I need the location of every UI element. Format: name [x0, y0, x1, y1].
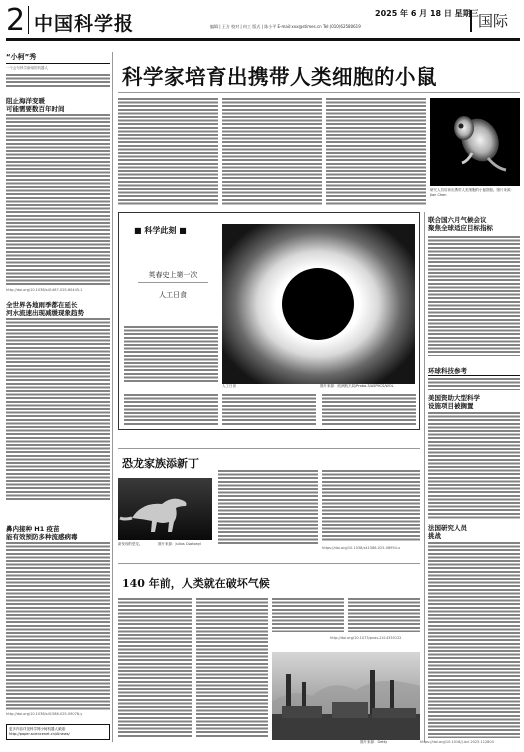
eclipse-text-col-3 [322, 394, 416, 426]
dino-caption-right: 图片来源：Julius Csotonyi [158, 542, 202, 546]
eclipse-caption-left: 人工日食 [222, 384, 236, 388]
main-headline: 科学家培育出携带人类细胞的小鼠 [122, 65, 437, 89]
dino-text-col-1 [218, 470, 318, 544]
climate-text-col-2 [196, 598, 268, 738]
left-column-headline-2: 全世界各地雨季都在延长 河水流速出现减缓现象趋势 [6, 301, 84, 317]
climate-headline: 140 年前，人类就在破坏气候 [122, 577, 270, 590]
left-column-text [6, 74, 110, 88]
main-story-text-col-1 [118, 98, 218, 206]
dino-url[interactable]: https://doi.org/10.1038/s41586-025-08994-x [322, 546, 401, 550]
global-tech-reference-box-title: 环球科技参考 [428, 366, 520, 376]
eclipse-subhead-line-2: 人工日食 [159, 291, 187, 299]
right-column-article-3-text [428, 542, 520, 738]
right-column-article-1-text [428, 236, 520, 356]
mouse-photo-caption: 研究人员培育出携带人类细胞的小鼠胚胎。图片来源：Jian Chen [430, 188, 514, 197]
right-column-rule [424, 212, 425, 742]
xiaoke-box-subtitle: 一个会写科学新闻的机器人 [6, 66, 48, 70]
climate-url-2[interactable]: https://doi.org/10.1016/j.isci.2025.112804 [420, 740, 494, 744]
eclipse-intro-text [124, 326, 218, 382]
right-column-headline-1: 联合国六月气候会议 聚焦全球适应目标指标 [428, 216, 493, 232]
left-column-article-3-text [6, 542, 110, 710]
dinosaur-photo [118, 478, 212, 540]
masthead-divider [28, 6, 29, 34]
editor-contact-line: 编辑 | 王方 校对 | 何工 版式 | 陈小平 E-mail:xxx@stimes.cn Tel:(010)62580619 [210, 24, 361, 29]
right-column-headline-2: 美国资助大型科学 设施项目被搁置 [428, 394, 480, 410]
factory-image [272, 652, 420, 740]
subhead-rule [138, 282, 208, 283]
section-tag: 国际 [470, 10, 520, 32]
page-number: 2 [6, 3, 26, 38]
main-story-text-col-2 [222, 98, 322, 206]
science-photo-box-title: ■ 科学此刻 ■ [134, 226, 187, 235]
eclipse-subhead-line-1: 英春史上第一次 [148, 271, 198, 279]
right-column-box-intro [428, 378, 520, 390]
xiaoke-footer-box: 更多内容详见科学网小柯机器人频道：http://paper.sciencenet.cn/AInews/ [6, 724, 110, 740]
dino-section-rule-top [118, 448, 420, 449]
masthead-rule [6, 38, 520, 41]
dino-text-col-2 [322, 470, 420, 542]
main-story-text-col-3 [326, 98, 426, 206]
left-column-article-1-text [6, 114, 110, 286]
dinosaur-image [118, 478, 212, 540]
dino-caption-left: 新发现的恐龙。 [118, 542, 143, 546]
right-column-headline-3: 法国研究人员 挑战 [428, 524, 467, 540]
left-column-headline-3: 鼻内接种 H1 疫苗 能有效预防多种流感病毒 [6, 525, 78, 541]
left-column-article-2-text [6, 318, 110, 500]
eclipse-text-col-2 [222, 394, 316, 426]
climate-text-col-1 [118, 598, 192, 738]
xiaoke-box-title: “小柯”秀 [6, 52, 110, 64]
mouse-embryo-photo [430, 98, 520, 186]
climate-url-1[interactable]: http://doi.org/10.1073/pnas.2414350122 [330, 636, 402, 640]
headline-rule [118, 92, 520, 93]
right-column-article-2-text [428, 412, 520, 520]
masthead [0, 0, 524, 40]
issue-date: 2025 年 6 月 18 日 星期三 [375, 9, 479, 18]
left-column-url-1[interactable]: http://doi.org/10.1038/s41467-025-60445-1 [6, 288, 83, 292]
paper-name-logo: 中国科学报 [34, 13, 135, 35]
mouse-embryo-image [430, 98, 520, 186]
eclipse-image [222, 224, 415, 384]
eclipse-caption-right: 图片来源：欧洲航天局/Proba-3/ASPIICS/WOL [320, 384, 394, 388]
industrial-factory-photo [272, 652, 420, 740]
dino-section-rule-bottom [118, 563, 420, 564]
factory-caption: 图片来源：Getty [360, 740, 388, 744]
left-column-headline-1: 阻止海洋变暖 可能需要数百年时间 [6, 97, 65, 113]
eclipse-text-col-1 [124, 394, 218, 426]
climate-text-col-3 [272, 598, 344, 632]
left-column-rule [112, 52, 113, 742]
artificial-eclipse-photo [222, 224, 415, 384]
left-column-url-2[interactable]: http://doi.org/10.1038/s41586-025-09078-y [6, 712, 83, 716]
dino-headline: 恐龙家族添新丁 [122, 457, 199, 470]
climate-text-col-4 [348, 598, 420, 632]
